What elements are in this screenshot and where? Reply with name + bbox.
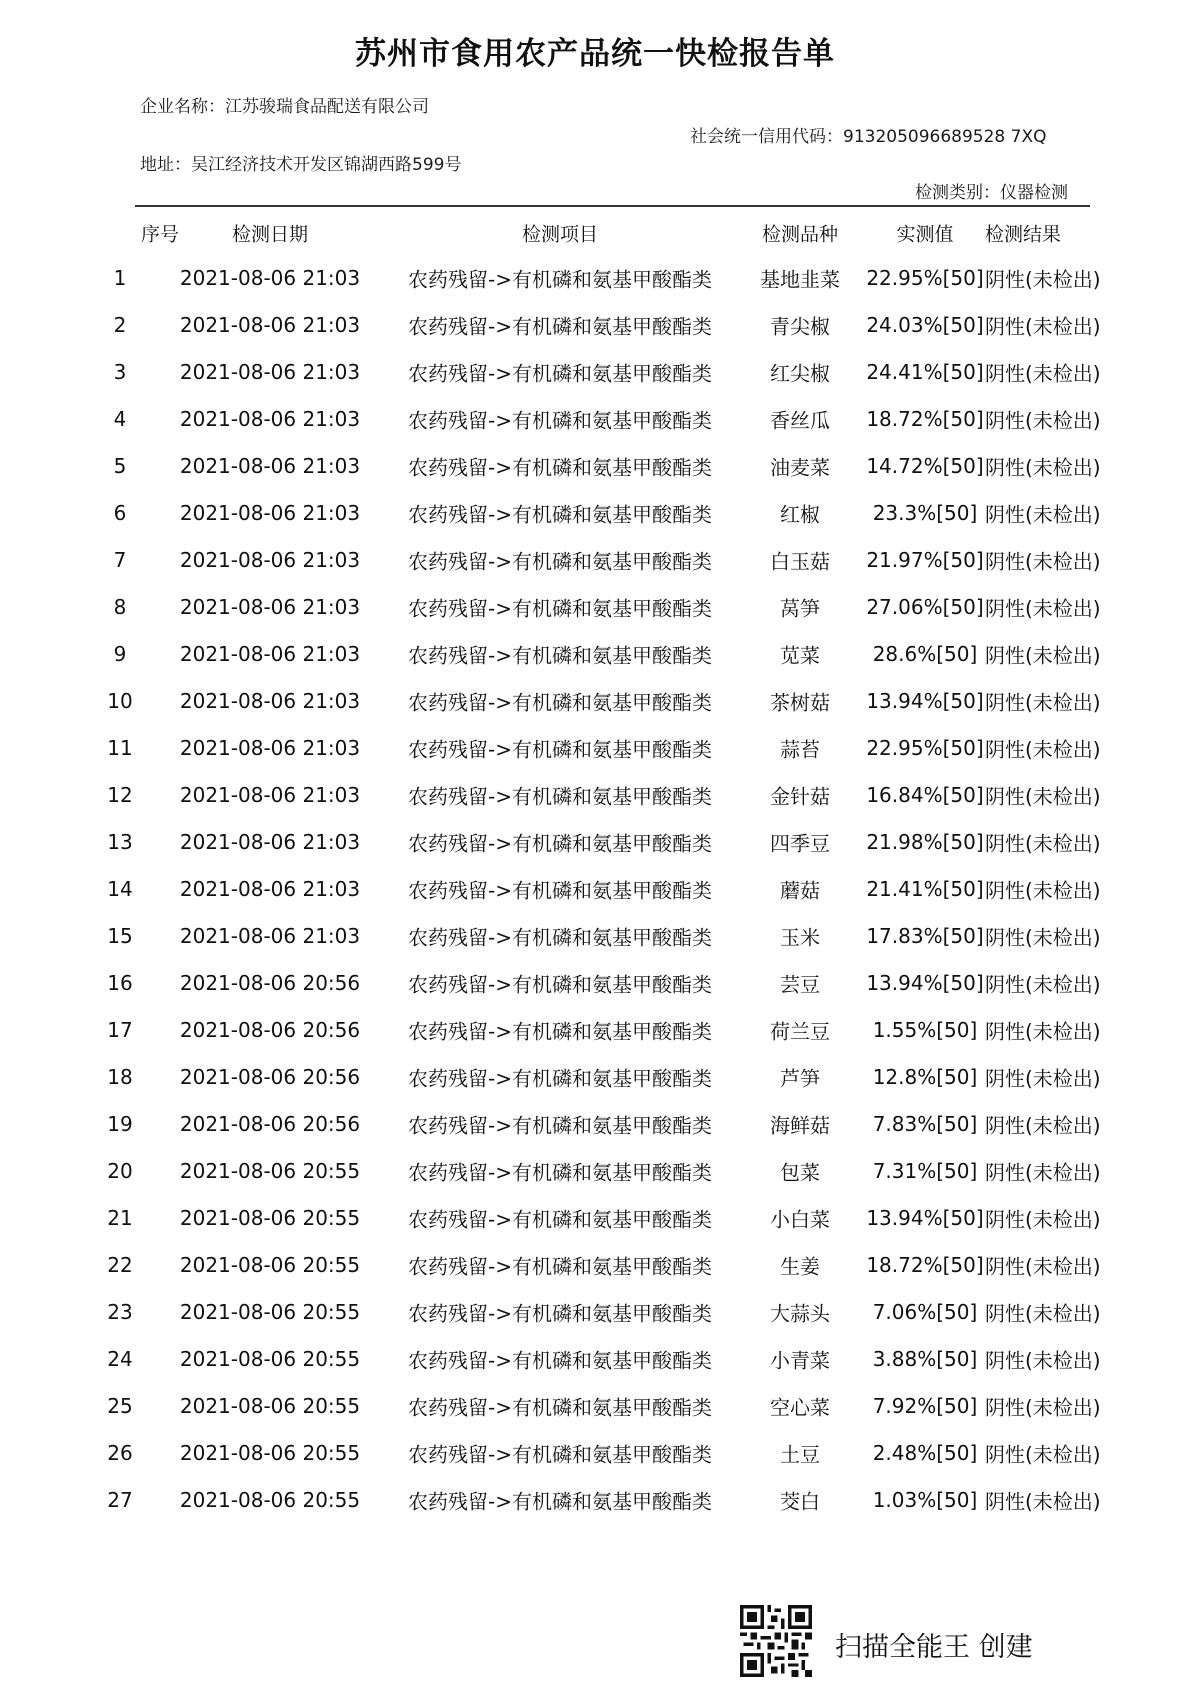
cell-result: 阴性(未检出) bbox=[985, 1442, 1101, 1466]
cell-no: 22 bbox=[107, 1252, 133, 1277]
cell-result: 阴性(未检出) bbox=[985, 690, 1101, 714]
cell-item: 农药残留->有机磷和氨基甲酸酯类 bbox=[408, 690, 712, 714]
cell-no: 8 bbox=[113, 594, 127, 619]
cell-result: 阴性(未检出) bbox=[985, 314, 1101, 338]
cell-kind: 白玉菇 bbox=[770, 549, 830, 573]
cell-result: 阴性(未检出) bbox=[985, 267, 1101, 291]
cell-item: 农药残留->有机磷和氨基甲酸酯类 bbox=[408, 737, 712, 761]
cell-result: 阴性(未检出) bbox=[985, 831, 1101, 855]
cell-date: 2021-08-06 20:55 bbox=[179, 1346, 361, 1371]
cell-no: 10 bbox=[107, 688, 133, 713]
cell-value: 21.98%[50] bbox=[866, 829, 984, 854]
cell-kind: 茶树菇 bbox=[770, 690, 830, 714]
cell-date: 2021-08-06 21:03 bbox=[179, 312, 361, 337]
cell-kind: 小白菜 bbox=[770, 1207, 830, 1231]
cell-result: 阴性(未检出) bbox=[985, 1207, 1101, 1231]
qr-code-icon bbox=[740, 1605, 812, 1677]
cell-no: 12 bbox=[107, 782, 133, 807]
cell-value: 18.72%[50] bbox=[866, 406, 984, 431]
cell-kind: 金针菇 bbox=[770, 784, 830, 808]
cell-date: 2021-08-06 20:55 bbox=[179, 1299, 361, 1324]
cell-kind: 玉米 bbox=[780, 925, 820, 949]
cell-result: 阴性(未检出) bbox=[985, 1160, 1101, 1184]
cell-item: 农药残留->有机磷和氨基甲酸酯类 bbox=[408, 784, 712, 808]
cell-result: 阴性(未检出) bbox=[985, 1348, 1101, 1372]
cell-no: 27 bbox=[107, 1487, 133, 1512]
cell-kind: 芦笋 bbox=[780, 1066, 820, 1090]
table-row bbox=[0, 1476, 1190, 1523]
cell-item: 农药残留->有机磷和氨基甲酸酯类 bbox=[408, 1489, 712, 1513]
cell-date: 2021-08-06 21:03 bbox=[179, 406, 361, 431]
cell-kind: 芸豆 bbox=[780, 972, 820, 996]
cell-result: 阴性(未检出) bbox=[985, 502, 1101, 526]
cell-result: 阴性(未检出) bbox=[985, 408, 1101, 432]
cell-value: 28.6%[50] bbox=[872, 641, 978, 666]
table-row bbox=[0, 724, 1190, 771]
cell-no: 25 bbox=[107, 1393, 133, 1418]
cell-value: 22.95%[50] bbox=[866, 265, 984, 290]
cell-no: 2 bbox=[113, 312, 127, 337]
cell-kind: 基地韭菜 bbox=[760, 267, 840, 291]
table-row bbox=[0, 301, 1190, 348]
cell-item: 农药残留->有机磷和氨基甲酸酯类 bbox=[408, 1066, 712, 1090]
cell-item: 农药残留->有机磷和氨基甲酸酯类 bbox=[408, 1113, 712, 1137]
cell-kind: 蘑菇 bbox=[780, 878, 820, 902]
cell-value: 22.95%[50] bbox=[866, 735, 984, 760]
cell-item: 农药残留->有机磷和氨基甲酸酯类 bbox=[408, 1019, 712, 1043]
cell-item: 农药残留->有机磷和氨基甲酸酯类 bbox=[408, 1160, 712, 1184]
cell-kind: 红椒 bbox=[780, 502, 820, 526]
table-row bbox=[0, 1194, 1190, 1241]
cell-no: 21 bbox=[107, 1205, 133, 1230]
cell-no: 18 bbox=[107, 1064, 133, 1089]
cell-item: 农药残留->有机磷和氨基甲酸酯类 bbox=[408, 878, 712, 902]
cell-result: 阴性(未检出) bbox=[985, 878, 1101, 902]
cell-date: 2021-08-06 21:03 bbox=[179, 594, 361, 619]
cell-result: 阴性(未检出) bbox=[985, 361, 1101, 385]
table-body bbox=[0, 254, 1190, 1523]
cell-kind: 茭白 bbox=[780, 1489, 820, 1513]
table-row bbox=[0, 677, 1190, 724]
cell-item: 农药残留->有机磷和氨基甲酸酯类 bbox=[408, 1348, 712, 1372]
table-row bbox=[0, 771, 1190, 818]
header-value: 实测值 bbox=[896, 223, 954, 246]
table-row bbox=[0, 489, 1190, 536]
table-row bbox=[0, 1241, 1190, 1288]
scanner-app-label: 扫描全能王 创建 bbox=[835, 1632, 1033, 1663]
header-date: 检测日期 bbox=[231, 223, 308, 246]
results-table bbox=[0, 212, 1190, 1523]
header-kind: 检测品种 bbox=[761, 223, 838, 246]
report-title: 苏州市食用农产品统一快检报告单 bbox=[355, 36, 835, 72]
cell-kind: 大蒜头 bbox=[770, 1301, 830, 1325]
company-address: 地址：吴江经济技术开发区锦湖西路599号 bbox=[140, 155, 462, 175]
cell-value: 7.92%[50] bbox=[872, 1393, 978, 1418]
cell-result: 阴性(未检出) bbox=[985, 1301, 1101, 1325]
cell-item: 农药残留->有机磷和氨基甲酸酯类 bbox=[408, 361, 712, 385]
cell-value: 3.88%[50] bbox=[872, 1346, 978, 1371]
cell-kind: 包菜 bbox=[780, 1160, 820, 1184]
cell-value: 24.41%[50] bbox=[866, 359, 984, 384]
cell-no: 15 bbox=[107, 923, 133, 948]
table-row bbox=[0, 442, 1190, 489]
table-row bbox=[0, 959, 1190, 1006]
cell-result: 阴性(未检出) bbox=[985, 737, 1101, 761]
cell-date: 2021-08-06 21:03 bbox=[179, 359, 361, 384]
cell-date: 2021-08-06 20:55 bbox=[179, 1205, 361, 1230]
cell-value: 7.31%[50] bbox=[872, 1158, 978, 1183]
cell-result: 阴性(未检出) bbox=[985, 455, 1101, 479]
cell-value: 27.06%[50] bbox=[866, 594, 984, 619]
cell-result: 阴性(未检出) bbox=[985, 1113, 1101, 1137]
cell-date: 2021-08-06 21:03 bbox=[179, 735, 361, 760]
cell-value: 23.3%[50] bbox=[872, 500, 978, 525]
cell-no: 19 bbox=[107, 1111, 133, 1136]
cell-no: 3 bbox=[113, 359, 127, 384]
header-item: 检测项目 bbox=[521, 223, 598, 246]
cell-date: 2021-08-06 21:03 bbox=[179, 641, 361, 666]
cell-item: 农药残留->有机磷和氨基甲酸酯类 bbox=[408, 408, 712, 432]
cell-value: 24.03%[50] bbox=[866, 312, 984, 337]
cell-item: 农药残留->有机磷和氨基甲酸酯类 bbox=[408, 1442, 712, 1466]
cell-date: 2021-08-06 21:03 bbox=[179, 782, 361, 807]
cell-no: 9 bbox=[113, 641, 127, 666]
cell-result: 阴性(未检出) bbox=[985, 1489, 1101, 1513]
cell-no: 6 bbox=[113, 500, 127, 525]
cell-date: 2021-08-06 21:03 bbox=[179, 500, 361, 525]
table-row bbox=[0, 583, 1190, 630]
cell-no: 23 bbox=[107, 1299, 133, 1324]
cell-kind: 苋菜 bbox=[780, 643, 820, 667]
scanner-footer bbox=[740, 1605, 1140, 1675]
cell-date: 2021-08-06 20:55 bbox=[179, 1158, 361, 1183]
cell-item: 农药残留->有机磷和氨基甲酸酯类 bbox=[408, 925, 712, 949]
cell-kind: 四季豆 bbox=[770, 831, 830, 855]
cell-value: 1.55%[50] bbox=[872, 1017, 978, 1042]
cell-item: 农药残留->有机磷和氨基甲酸酯类 bbox=[408, 1301, 712, 1325]
cell-item: 农药残留->有机磷和氨基甲酸酯类 bbox=[408, 502, 712, 526]
table-row bbox=[0, 395, 1190, 442]
cell-date: 2021-08-06 21:03 bbox=[179, 829, 361, 854]
table-row bbox=[0, 912, 1190, 959]
cell-no: 4 bbox=[113, 406, 127, 431]
cell-item: 农药残留->有机磷和氨基甲酸酯类 bbox=[408, 1254, 712, 1278]
header-no: 序号 bbox=[140, 223, 179, 246]
cell-value: 18.72%[50] bbox=[866, 1252, 984, 1277]
cell-no: 16 bbox=[107, 970, 133, 995]
table-row bbox=[0, 865, 1190, 912]
cell-result: 阴性(未检出) bbox=[985, 643, 1101, 667]
cell-no: 5 bbox=[113, 453, 127, 478]
table-row bbox=[0, 1147, 1190, 1194]
cell-item: 农药残留->有机磷和氨基甲酸酯类 bbox=[408, 972, 712, 996]
cell-item: 农药残留->有机磷和氨基甲酸酯类 bbox=[408, 455, 712, 479]
cell-item: 农药残留->有机磷和氨基甲酸酯类 bbox=[408, 643, 712, 667]
cell-no: 20 bbox=[107, 1158, 133, 1183]
cell-date: 2021-08-06 21:03 bbox=[179, 547, 361, 572]
table-row bbox=[0, 1335, 1190, 1382]
cell-kind: 海鲜菇 bbox=[770, 1113, 830, 1137]
cell-item: 农药残留->有机磷和氨基甲酸酯类 bbox=[408, 267, 712, 291]
cell-date: 2021-08-06 20:55 bbox=[179, 1440, 361, 1465]
cell-value: 16.84%[50] bbox=[866, 782, 984, 807]
cell-no: 26 bbox=[107, 1440, 133, 1465]
table-row bbox=[0, 1006, 1190, 1053]
cell-result: 阴性(未检出) bbox=[985, 925, 1101, 949]
cell-kind: 油麦菜 bbox=[770, 455, 830, 479]
table-row bbox=[0, 1288, 1190, 1335]
cell-result: 阴性(未检出) bbox=[985, 784, 1101, 808]
table-row bbox=[0, 1053, 1190, 1100]
cell-kind: 荷兰豆 bbox=[770, 1019, 830, 1043]
cell-result: 阴性(未检出) bbox=[985, 972, 1101, 996]
table-row bbox=[0, 536, 1190, 583]
test-type: 检测类别：仪器检测 bbox=[915, 183, 1068, 203]
cell-item: 农药残留->有机磷和氨基甲酸酯类 bbox=[408, 314, 712, 338]
header-result: 检测结果 bbox=[985, 223, 1062, 246]
table-row bbox=[0, 1429, 1190, 1476]
table-row bbox=[0, 1100, 1190, 1147]
cell-date: 2021-08-06 20:56 bbox=[179, 970, 361, 995]
cell-value: 2.48%[50] bbox=[872, 1440, 978, 1465]
cell-value: 14.72%[50] bbox=[866, 453, 984, 478]
cell-value: 17.83%[50] bbox=[866, 923, 984, 948]
table-header bbox=[0, 212, 1190, 254]
cell-item: 农药残留->有机磷和氨基甲酸酯类 bbox=[408, 549, 712, 573]
company-name: 企业名称：江苏骏瑞食品配送有限公司 bbox=[140, 97, 429, 117]
cell-result: 阴性(未检出) bbox=[985, 1254, 1101, 1278]
cell-value: 7.06%[50] bbox=[872, 1299, 978, 1324]
cell-date: 2021-08-06 20:55 bbox=[179, 1252, 361, 1277]
cell-value: 21.41%[50] bbox=[866, 876, 984, 901]
cell-result: 阴性(未检出) bbox=[985, 1019, 1101, 1043]
cell-result: 阴性(未检出) bbox=[985, 596, 1101, 620]
cell-no: 13 bbox=[107, 829, 133, 854]
cell-kind: 青尖椒 bbox=[770, 314, 830, 338]
cell-date: 2021-08-06 21:03 bbox=[179, 923, 361, 948]
credit-code: 社会统一信用代码：913205096689528 7XQ bbox=[690, 127, 1047, 147]
cell-date: 2021-08-06 21:03 bbox=[179, 453, 361, 478]
cell-date: 2021-08-06 21:03 bbox=[179, 876, 361, 901]
cell-no: 7 bbox=[113, 547, 127, 572]
cell-kind: 空心菜 bbox=[770, 1395, 830, 1419]
cell-no: 14 bbox=[107, 876, 133, 901]
table-row bbox=[0, 1382, 1190, 1429]
cell-no: 17 bbox=[107, 1017, 133, 1042]
cell-item: 农药残留->有机磷和氨基甲酸酯类 bbox=[408, 596, 712, 620]
cell-kind: 生姜 bbox=[780, 1254, 820, 1278]
table-row bbox=[0, 348, 1190, 395]
cell-no: 11 bbox=[107, 735, 133, 760]
cell-value: 13.94%[50] bbox=[866, 688, 984, 713]
table-row bbox=[0, 630, 1190, 677]
cell-date: 2021-08-06 21:03 bbox=[179, 688, 361, 713]
cell-result: 阴性(未检出) bbox=[985, 549, 1101, 573]
cell-result: 阴性(未检出) bbox=[985, 1395, 1101, 1419]
cell-kind: 香丝瓜 bbox=[770, 408, 830, 432]
cell-kind: 红尖椒 bbox=[770, 361, 830, 385]
header-divider bbox=[135, 205, 1090, 207]
cell-date: 2021-08-06 20:56 bbox=[179, 1017, 361, 1042]
cell-item: 农药残留->有机磷和氨基甲酸酯类 bbox=[408, 831, 712, 855]
cell-kind: 蒜苔 bbox=[780, 737, 820, 761]
cell-result: 阴性(未检出) bbox=[985, 1066, 1101, 1090]
cell-date: 2021-08-06 20:55 bbox=[179, 1487, 361, 1512]
cell-item: 农药残留->有机磷和氨基甲酸酯类 bbox=[408, 1207, 712, 1231]
cell-value: 1.03%[50] bbox=[872, 1487, 978, 1512]
cell-no: 24 bbox=[107, 1346, 133, 1371]
cell-value: 12.8%[50] bbox=[872, 1064, 978, 1089]
cell-value: 13.94%[50] bbox=[866, 1205, 984, 1230]
cell-kind: 莴笋 bbox=[780, 596, 820, 620]
cell-kind: 土豆 bbox=[780, 1442, 820, 1466]
cell-date: 2021-08-06 20:55 bbox=[179, 1393, 361, 1418]
cell-item: 农药残留->有机磷和氨基甲酸酯类 bbox=[408, 1395, 712, 1419]
cell-date: 2021-08-06 20:56 bbox=[179, 1111, 361, 1136]
cell-date: 2021-08-06 20:56 bbox=[179, 1064, 361, 1089]
table-row bbox=[0, 818, 1190, 865]
cell-value: 21.97%[50] bbox=[866, 547, 984, 572]
table-row bbox=[0, 254, 1190, 301]
cell-value: 13.94%[50] bbox=[866, 970, 984, 995]
cell-value: 7.83%[50] bbox=[872, 1111, 978, 1136]
cell-no: 1 bbox=[113, 265, 127, 290]
cell-date: 2021-08-06 21:03 bbox=[179, 265, 361, 290]
cell-kind: 小青菜 bbox=[770, 1348, 830, 1372]
